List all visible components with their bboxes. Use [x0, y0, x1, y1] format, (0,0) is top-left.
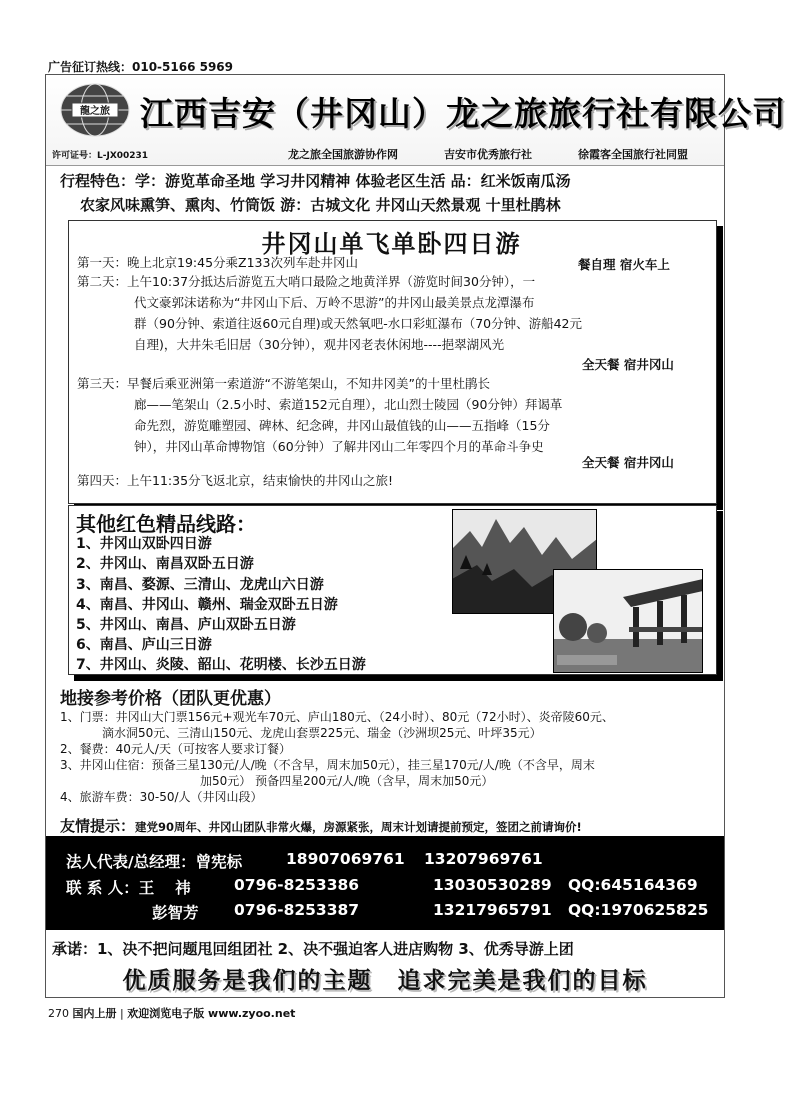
- route-item: 5、井冈山、南昌、庐山双卧五日游: [76, 617, 296, 633]
- assoc-3: 徐霞客全国旅行社同盟: [578, 148, 688, 161]
- features-line-2: 农家风味熏笋、熏肉、竹筒饭 游：古城文化 井冈山天然景观 十里杜鹃林: [80, 196, 561, 214]
- day3-note: 全天餐 宿井冈山: [582, 455, 674, 470]
- slogan: 优质服务是我们的主题 追求完美是我们的目标: [122, 968, 648, 994]
- contact1-tel: 0796-8253386: [234, 876, 360, 894]
- rep-label: 法人代表/总经理：曾宪标: [66, 853, 243, 871]
- price-line-1: 1、门票：井冈山大门票156元+观光车70元、庐山180元、（24小时）、80元（72小时）、炎帝陵60元、: [60, 710, 614, 724]
- route-item: 1、井冈山双卧四日游: [76, 536, 212, 552]
- route-item: 4、南昌、井冈山、赣州、瑞金双卧五日游: [76, 597, 338, 613]
- footer-text: 欢迎浏览电子版 www.zyoo.net: [127, 1007, 296, 1020]
- itinerary-day3-line4: 钟），井冈山革命博物馆（60分钟）了解井冈山二年零四个月的革命斗争史: [134, 439, 544, 454]
- contact-label: 联 系 人：王 祎: [66, 879, 191, 897]
- contact2-name: 彭智芳: [152, 904, 199, 922]
- contact2-qq: QQ:1970625825: [568, 901, 709, 919]
- section-name: 国内上册: [72, 1007, 117, 1020]
- ad-hotline: 广告征订热线：010-5166 5969: [48, 60, 234, 74]
- itinerary-day2-line4: 自理)，大井朱毛旧居（30分钟），观井冈老表休闲地----挹翠湖风光: [134, 337, 505, 352]
- contact2-mobile: 13217965791: [433, 901, 552, 919]
- tip-label: 友情提示：: [60, 817, 136, 835]
- rep-phone-1: 18907069761: [286, 850, 405, 868]
- contact1-qq: QQ:645164369: [568, 876, 698, 894]
- contact2-tel: 0796-8253387: [234, 901, 360, 919]
- route-item: 6、南昌、庐山三日游: [76, 637, 212, 653]
- itinerary-day2-line2: 代文豪郭沫诺称为“井冈山下后、万岭不思游”的井冈山最美景点龙潭瀑布: [134, 295, 535, 310]
- tip-text: 建党90周年、井冈山团队非常火爆，房源紧张，周末计划请提前预定，签团之前请询价!: [135, 820, 582, 834]
- friendly-tip: [60, 815, 582, 836]
- page-footer: 270 国内上册 | 欢迎浏览电子版 www.zyoo.net: [48, 1007, 296, 1020]
- day1-note: 餐自理 宿火车上: [578, 257, 670, 272]
- itinerary-title: 井冈山单飞单卧四日游: [261, 230, 522, 258]
- license-number: 许可证号：L-JX00231: [52, 151, 149, 161]
- route-item: 2、井冈山、南昌双卧五日游: [76, 556, 254, 572]
- logo-text: 龍之旅: [80, 106, 110, 117]
- day2-note: 全天餐 宿井冈山: [582, 357, 674, 372]
- itinerary-day3-line3: 命先烈，游览雕塑园、碑林、纪念碑，井冈山最值钱的山——五指峰（15分: [134, 418, 550, 433]
- company-name: 江西吉安（井冈山）龙之旅旅行社有限公司: [140, 94, 786, 133]
- routes-title: 其他红色精品线路：: [76, 512, 256, 536]
- promise-line: 承诺：1、决不把问题甩回组团社 2、决不强迫客人进店购物 3、优秀导游上团: [52, 940, 574, 958]
- features-line-1: 行程特色：学：游览革命圣地 学习井冈精神 体验老区生活 品：红米饭南瓜汤: [60, 172, 571, 190]
- contact1-mobile: 13030530289: [433, 876, 552, 894]
- pavilion-photo: [553, 569, 703, 673]
- assoc-1: 龙之旅全国旅游协作网: [288, 148, 398, 161]
- price-line-6: 4、旅游车费：30-50/人（井冈山段）: [60, 790, 263, 804]
- assoc-2: 吉安市优秀旅行社: [444, 148, 532, 161]
- price-line-2: 滴水洞50元、三清山150元、龙虎山套票225元、瑞金（沙洲坝25元、叶坪35元）: [102, 726, 542, 740]
- itinerary-day1: 第一天：晚上北京19:45分乘Z133次列车赴井冈山: [77, 255, 358, 270]
- price-line-5: 加50元） 预备四星200元/人/晚（含早，周末加50元）: [200, 774, 494, 788]
- route-item: 7、井冈山、炎陵、韶山、花明楼、长沙五日游: [76, 657, 366, 673]
- price-title: 地接参考价格（团队更优惠）: [60, 689, 281, 709]
- rep-phone-2: 13207969761: [424, 850, 543, 868]
- itinerary-day3-line1: 第三天：早餐后乘亚洲第一索道游“不游笔架山，不知井冈美”的十里杜鹃长: [77, 376, 490, 391]
- itinerary-day3-line2: 廊——笔架山（2.5小时、索道152元自理），北山烈士陵园（90分钟）拜谒革: [134, 397, 563, 412]
- price-line-4: 3、井冈山住宿：预备三星130元/人/晚（不含早，周末加50元），挂三星170元/人/晚（不含早，周末: [60, 758, 595, 772]
- price-line-3: 2、餐费：40元人/天（可按客人要求订餐）: [60, 742, 291, 756]
- route-item: 3、南昌、婺源、三清山、龙虎山六日游: [76, 577, 324, 593]
- itinerary-day2-line3: 群（90分钟、索道往返60元自理)或天然氧吧-水口彩虹瀑布（70分钟、游船42元: [134, 316, 583, 331]
- page-number: 270: [48, 1007, 69, 1020]
- itinerary-day2-line1: 第二天：上午10:37分抵达后游览五大哨口最险之地黄洋界（游览时间30分钟），一: [77, 274, 536, 289]
- itinerary-day4: 第四天：上午11:35分飞返北京，结束愉快的井冈山之旅!: [77, 473, 394, 488]
- globe-logo-icon: [58, 82, 132, 142]
